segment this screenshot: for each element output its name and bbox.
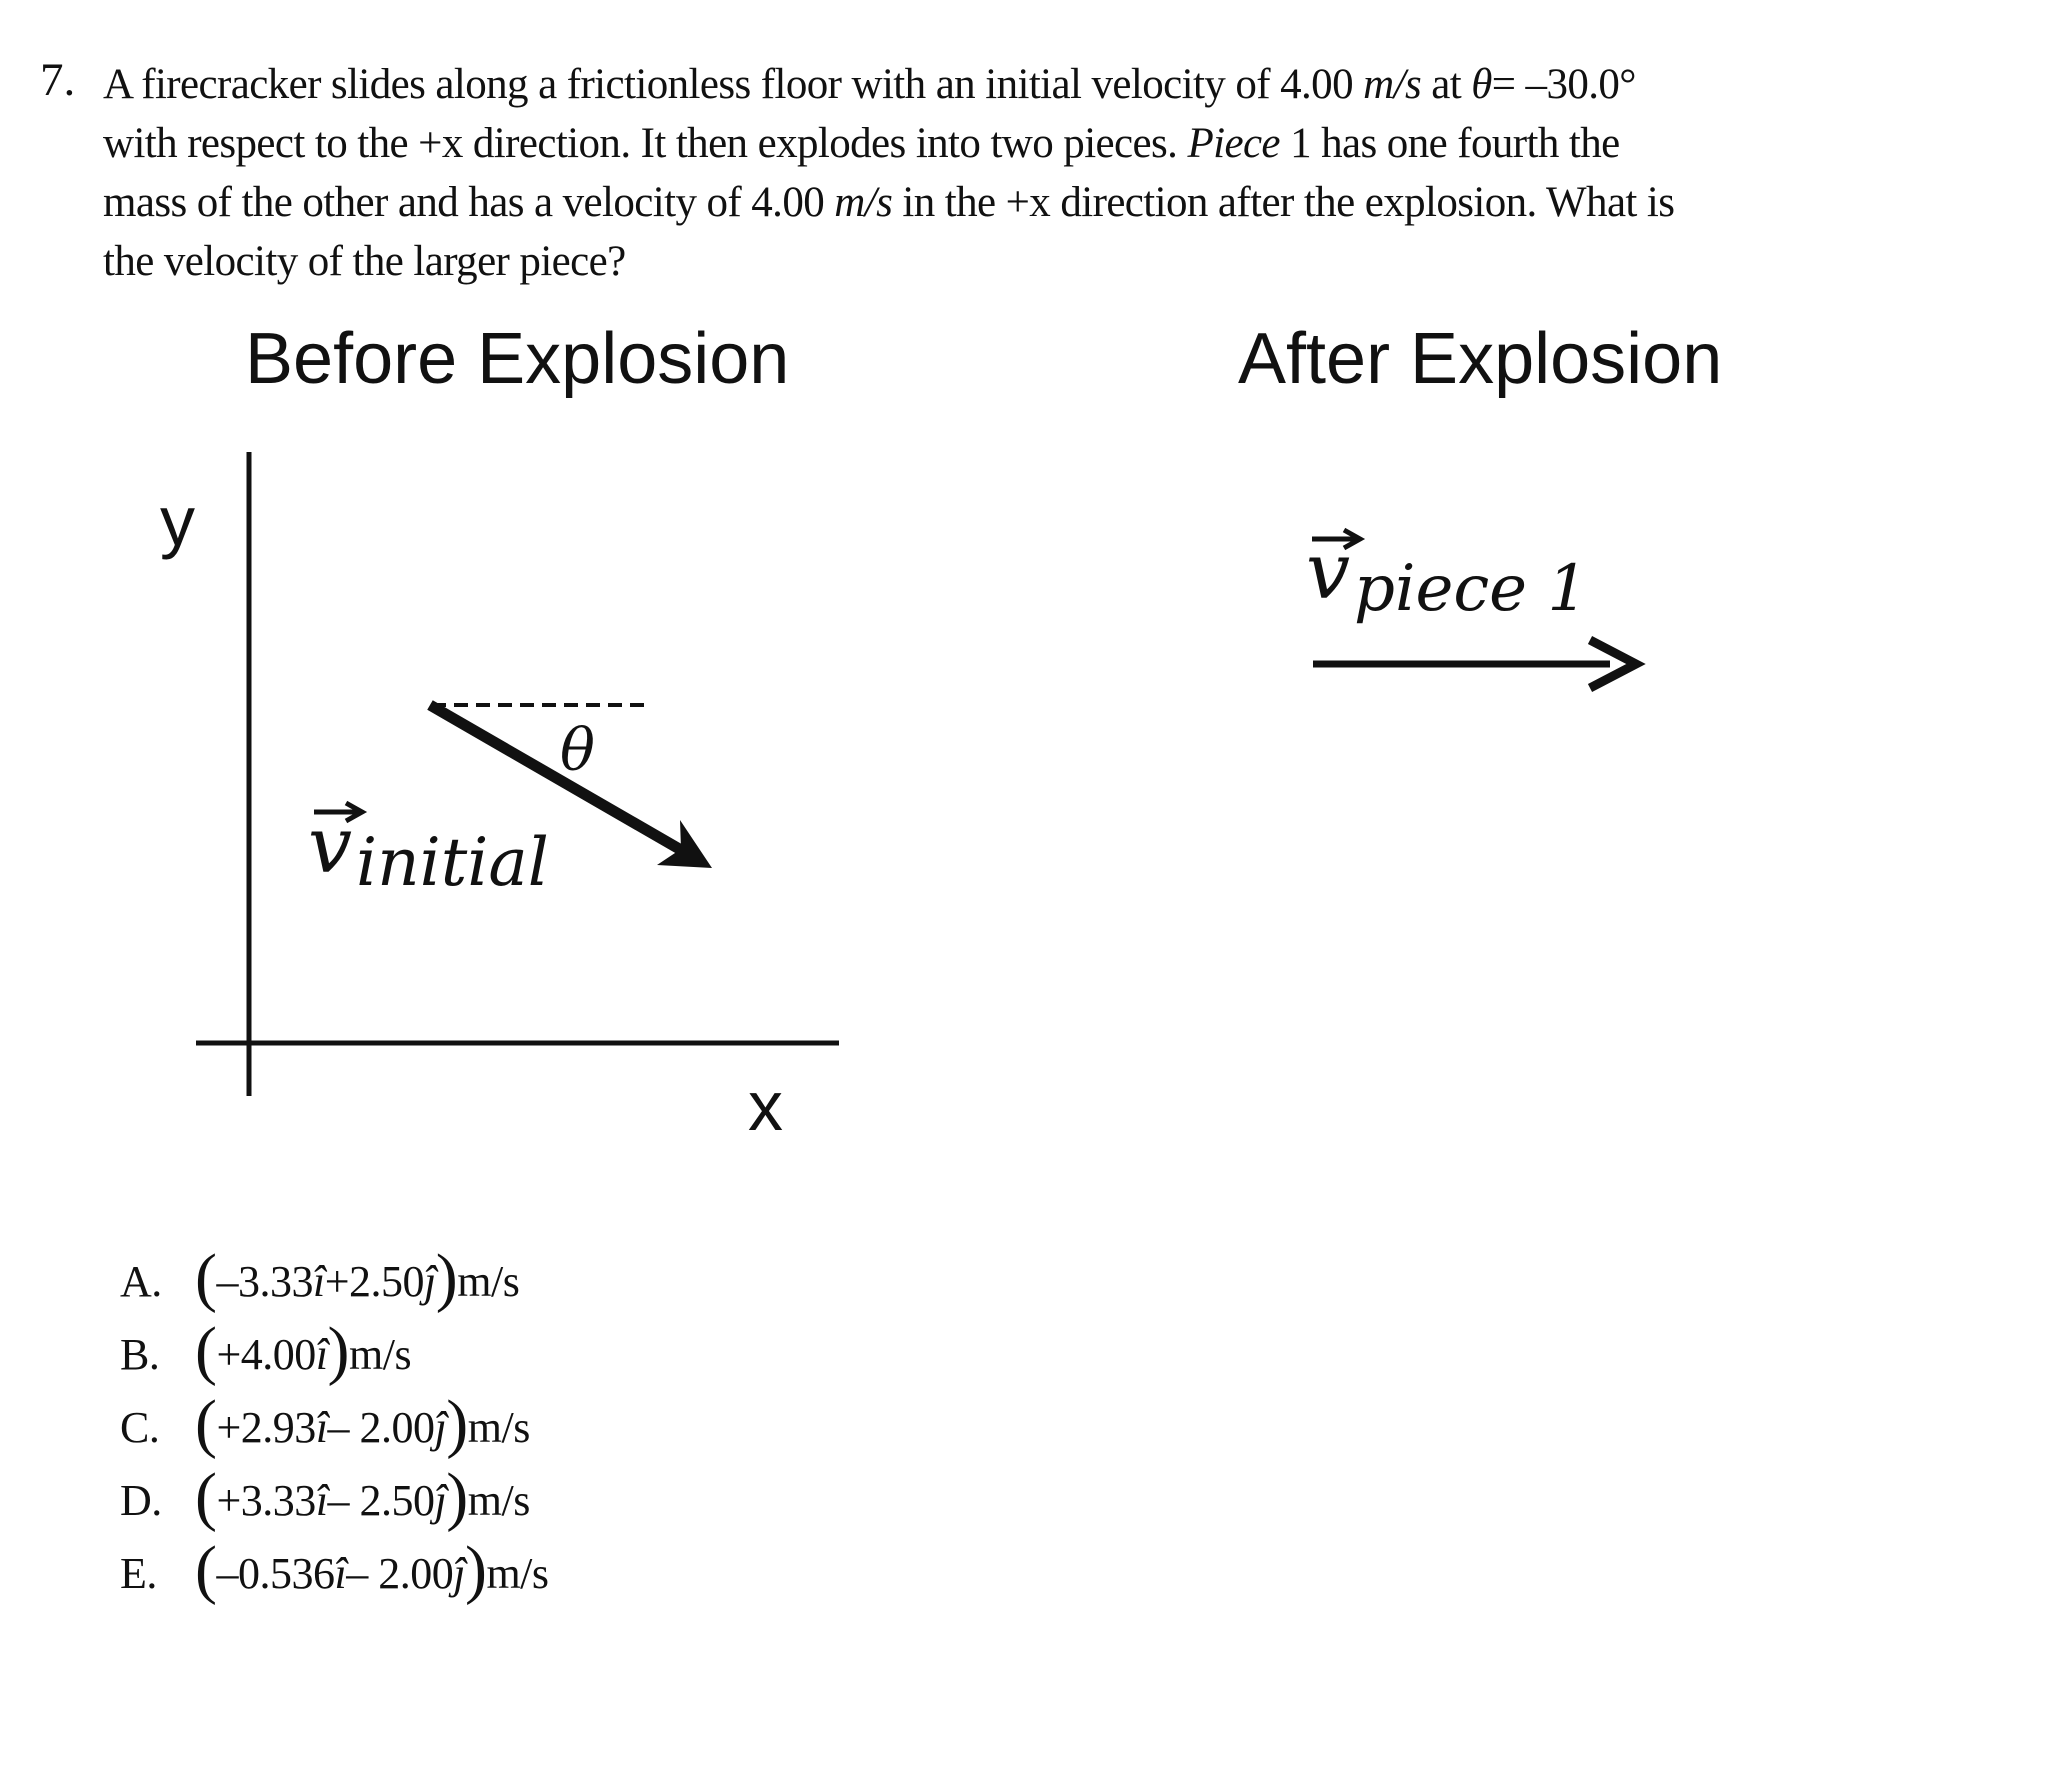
unit-vector: ĵ <box>424 1257 436 1306</box>
after-explosion-title: After Explosion <box>1238 319 1723 399</box>
unit-vector: ĵ <box>453 1549 465 1598</box>
piece1-velocity-symbol: v <box>1306 527 1351 617</box>
problem-text-segment: mass of the other and has a velocity of 4.00 <box>103 179 835 226</box>
choice-letter: C. <box>120 1403 160 1452</box>
close-paren: ) <box>435 1240 458 1314</box>
problem-text-segment: 1 has one fourth the <box>1279 120 1620 167</box>
coefficient: –0.536 <box>216 1549 335 1598</box>
answer-choices <box>120 1240 549 1610</box>
coefficient: –3.33 <box>216 1257 313 1306</box>
unit: m/s <box>467 1476 530 1525</box>
problem-text-segment: the velocity of the larger piece? <box>103 238 626 285</box>
answer-choice <box>120 1386 549 1464</box>
answer-choice <box>120 1313 549 1391</box>
close-paren: ) <box>446 1459 468 1533</box>
coefficient: +4.00 <box>216 1330 316 1379</box>
initial-velocity-subscript: initial <box>356 824 549 901</box>
problem-text-segment: in the +x direction after the explosion. What is <box>892 179 1675 226</box>
choice-letter: A. <box>120 1257 162 1306</box>
piece1-velocity-subscript: piece 1 <box>1354 552 1589 626</box>
problem-number: 7. <box>40 54 76 106</box>
coefficient: +2.93 <box>216 1403 316 1452</box>
coefficient: – 2.00 <box>327 1403 435 1452</box>
close-paren: ) <box>464 1532 487 1606</box>
open-paren: ( <box>195 1313 217 1387</box>
problem-italic-segment: Piece <box>1187 120 1280 167</box>
answer-choice <box>120 1459 549 1537</box>
unit-vector: î <box>312 1257 325 1306</box>
y-axis-label: y <box>160 482 195 560</box>
problem-italic-segment: m/s <box>834 179 893 226</box>
unit-vector: î <box>334 1549 347 1598</box>
problem-line <box>103 55 1863 114</box>
unit: m/s <box>486 1549 549 1598</box>
problem-statement <box>103 55 1863 291</box>
problem-text-segment: at <box>1421 61 1472 108</box>
unit-vector: î <box>315 1403 328 1452</box>
unit: m/s <box>457 1257 520 1306</box>
initial-velocity-label <box>308 801 549 901</box>
unit-vector: î <box>315 1476 328 1525</box>
unit: m/s <box>349 1330 412 1379</box>
problem-italic-segment: θ <box>1471 61 1492 108</box>
open-paren: ( <box>195 1532 217 1606</box>
coefficient: – 2.50 <box>327 1476 435 1525</box>
open-paren: ( <box>195 1386 217 1460</box>
problem-line <box>103 232 1863 291</box>
unit-vector: î <box>315 1330 328 1379</box>
coefficient: +2.50 <box>324 1257 425 1306</box>
answer-choice <box>120 1240 549 1318</box>
initial-velocity-symbol: v <box>308 801 353 891</box>
choice-letter: D. <box>120 1476 162 1525</box>
problem-text-segment: with respect to the +x direction. It then explodes into two pieces. <box>103 120 1188 167</box>
open-paren: ( <box>195 1240 217 1314</box>
open-paren: ( <box>195 1459 217 1533</box>
before-explosion-title: Before Explosion <box>245 319 790 399</box>
explosion-figure <box>0 300 2046 1180</box>
problem-text-segment: A firecracker slides along a frictionless floor with an initial velocity of 4.00 <box>103 61 1364 108</box>
problem-italic-segment: m/s <box>1363 61 1422 108</box>
choice-letter: B. <box>120 1330 160 1379</box>
coefficient: +3.33 <box>216 1476 316 1525</box>
close-paren: ) <box>327 1313 350 1387</box>
close-paren: ) <box>446 1386 468 1460</box>
choice-letter: E. <box>120 1549 157 1598</box>
problem-line <box>103 114 1863 173</box>
unit: m/s <box>467 1403 530 1452</box>
unit-vector: ĵ <box>434 1476 447 1525</box>
problem-line <box>103 173 1863 232</box>
coefficient: – 2.00 <box>346 1549 454 1598</box>
problem-text-segment: = –30.0° <box>1491 61 1636 108</box>
unit-vector: ĵ <box>434 1403 447 1452</box>
piece1-velocity-label <box>1306 527 1588 626</box>
angle-theta-label: θ <box>560 716 595 784</box>
x-axis-label: x <box>748 1067 783 1145</box>
answer-choice <box>120 1532 549 1610</box>
